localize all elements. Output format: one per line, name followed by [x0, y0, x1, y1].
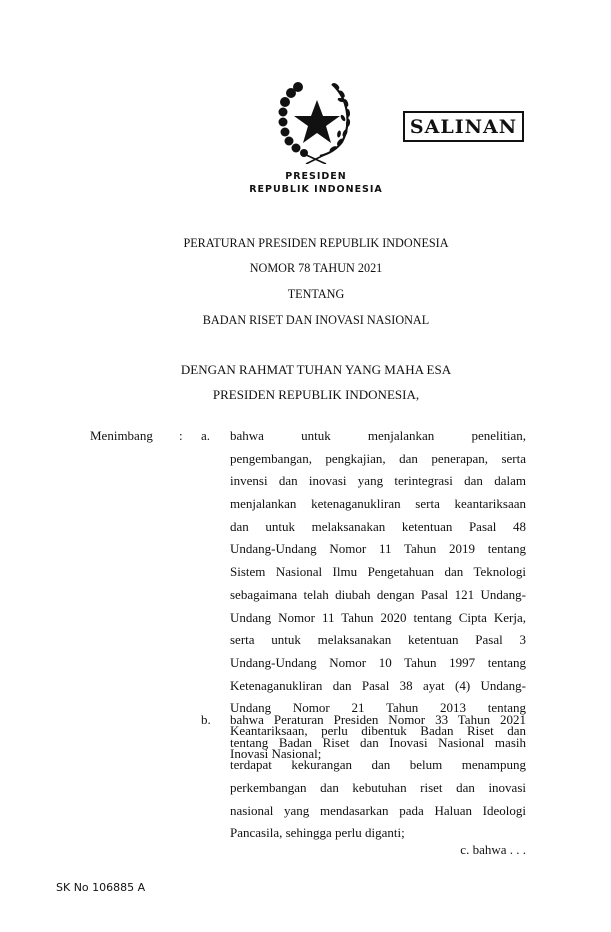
item-a-line: Undang Nomor 11 Tahun 2020 tentang Cipta Kerja,	[230, 609, 526, 625]
item-a-marker: a.	[201, 428, 211, 443]
item-a-line: Ketenaganukliran dan Pasal 38 ayat (4) Undang-	[230, 677, 526, 693]
item-a-line: Undang-Undang Nomor 11 Tahun 2019 tentang	[230, 541, 526, 557]
regulation-type: PERATURAN PRESIDEN REPUBLIK INDONESIA	[183, 236, 449, 250]
considering-colon: :	[179, 428, 183, 443]
office-title-presiden: PRESIDEN	[285, 171, 347, 182]
item-a-line: Undang-Undang Nomor 10 Tahun 1997 tentang	[230, 654, 526, 670]
item-a-line: Keantariksaan, perlu dibentuk Badan Riset dan	[230, 722, 526, 738]
considering-label: Menimbang	[90, 428, 153, 443]
regulation-subject: BADAN RISET DAN INOVASI NASIONAL	[202, 313, 430, 327]
considering-item-b	[230, 709, 526, 845]
item-a-line: serta untuk melaksanakan ketentuan Pasal 3	[230, 632, 526, 648]
regulation-number: NOMOR 78 TAHUN 2021	[249, 261, 383, 275]
document-serial-number: SK No 106885 A	[56, 881, 146, 894]
item-a-line: Sistem Nasional Ilmu Pengetahuan dan Teknologi	[230, 564, 526, 580]
item-a-line: pengembangan, pengkajian, dan penerapan, serta	[230, 450, 526, 466]
item-a-line: invensi dan inovasi yang terintegrasi dan dalam	[230, 473, 526, 489]
item-a-line: Undang Nomor 21 Tahun 2013 tentang	[230, 700, 526, 716]
item-a-line: dan untuk melaksanakan ketentuan Pasal 48	[230, 518, 526, 534]
item-a-line: menjalankan ketenaganukliran serta keantariksaan	[230, 496, 526, 512]
preamble-president: PRESIDEN REPUBLIK INDONESIA,	[212, 387, 420, 402]
item-b-line: bahwa Peraturan Presiden Nomor 33 Tahun 2021	[230, 712, 526, 727]
item-a-line: Inovasi Nasional;	[230, 745, 322, 761]
item-a-line: bahwa untuk menjalankan penelitian,	[230, 428, 526, 443]
garuda-emblem-icon	[276, 78, 358, 164]
item-b-line: Pancasila, sehingga perlu diganti;	[230, 825, 405, 841]
salinan-stamp: SALINAN	[403, 111, 524, 142]
item-b-line: tentang Badan Riset dan Inovasi Nasional masih	[230, 734, 526, 750]
item-b-line: terdapat kekurangan dan belum menampung	[230, 757, 526, 773]
item-b-line: nasional yang mendasarkan pada Haluan Ideologi	[230, 802, 526, 818]
office-title-republik: REPUBLIK INDONESIA	[249, 184, 383, 195]
page-continuation: c. bahwa . . .	[460, 842, 526, 857]
item-b-marker: b.	[201, 712, 211, 727]
regulation-about: TENTANG	[287, 287, 345, 301]
item-b-line: perkembangan dan kebutuhan riset dan inovasi	[230, 780, 526, 796]
item-a-line: sebagaimana telah diubah dengan Pasal 121 Undang-	[230, 586, 526, 602]
preamble-invocation: DENGAN RAHMAT TUHAN YANG MAHA ESA	[180, 362, 452, 377]
